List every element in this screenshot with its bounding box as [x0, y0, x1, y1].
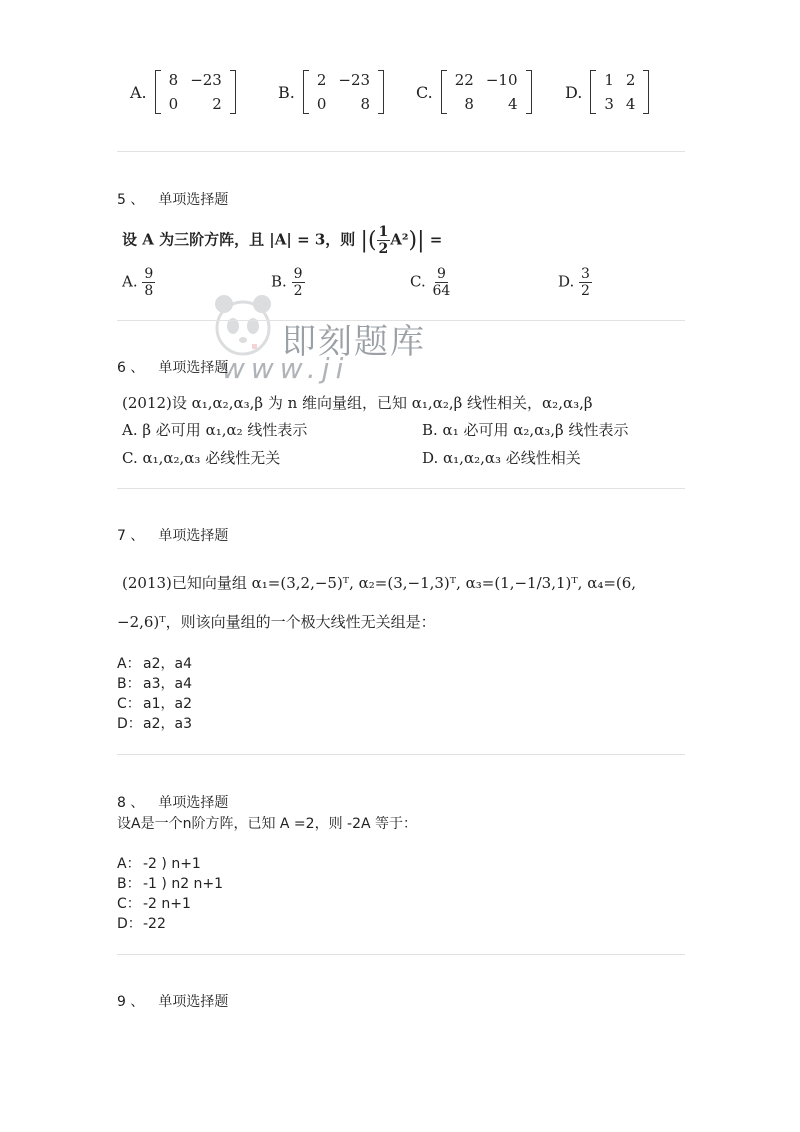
question-number: 5 、 [117, 192, 145, 208]
question-8-stem: 设A是一个n阶方阵，已知 A =2，则 -2A 等于： [117, 816, 418, 832]
divider [117, 320, 685, 321]
question-type: 单项选择题 [158, 795, 229, 811]
question-7-header [117, 525, 228, 545]
question-8-option-a[interactable]: A： -2 ) n+1 [117, 856, 201, 872]
divider [117, 754, 685, 755]
watermark-url: www.ji [222, 352, 350, 385]
q4-option-d: D. 1 2 3 4 [565, 68, 649, 116]
question-9-header [117, 991, 228, 1011]
q4-option-a: A. 8 −23 0 2 [130, 68, 236, 116]
question-5-stem: 设 A 为三阶方阵，且 |A| = 3，则 |( $\frac{1}{2}$ A²)| = [122, 224, 443, 257]
question-8-option-d[interactable]: D：-22 [117, 916, 166, 932]
watermark-brand: 即刻题库 [282, 322, 426, 362]
question-number: 7 、 [117, 528, 145, 544]
q4-option-b: B. 2 −23 0 8 [278, 68, 384, 116]
option-label: D. [565, 82, 583, 102]
option-label: C. [416, 82, 433, 102]
question-type: 单项选择题 [158, 192, 229, 208]
question-7-option-a[interactable]: A： a2，a4 [117, 656, 192, 672]
divider [117, 151, 685, 152]
divider [117, 488, 685, 489]
question-number: 8 、 [117, 795, 145, 811]
question-8-option-b[interactable]: B： -1 ) n2 n+1 [117, 876, 224, 892]
question-5-option-b[interactable]: B. $\frac{9}{2}$ [271, 266, 303, 299]
divider [117, 954, 685, 955]
question-7-stem-line1: (2013)已知向量组 α₁=(3,2,−5)ᵀ, α₂=(3,−1,3)ᵀ, α₃=(1,−1/3,1)ᵀ, α₄=(6, [122, 574, 637, 592]
question-6-header [117, 357, 228, 377]
question-number: 6 、 [117, 360, 145, 376]
question-6-option-b[interactable]: B. α₁ 必可用 α₂,α₃,β 线性表示 [422, 421, 629, 439]
question-5-header [117, 189, 228, 209]
question-8-option-c[interactable]: C： -2 n+1 [117, 896, 191, 912]
question-5-option-a[interactable]: A. $\frac{9}{8}$ [122, 266, 154, 299]
question-7-option-d[interactable]: D：a2，a3 [117, 716, 192, 732]
question-5-option-d[interactable]: D. $\frac{3}{2}$ [558, 266, 590, 299]
question-6-option-c[interactable]: C. α₁,α₂,α₃ 必线性无关 [122, 449, 281, 467]
question-7-stem-line2: −2,6)ᵀ，则该向量组的一个极大线性无关组是： [117, 613, 436, 631]
question-6-stem: (2012)设 α₁,α₂,α₃,β 为 n 维向量组，已知 α₁,α₂,β 线性相关，α₂,α₃,β [122, 394, 593, 412]
question-type: 单项选择题 [158, 360, 229, 376]
question-number: 9 、 [117, 994, 145, 1010]
question-7-option-c[interactable]: C： a1，a2 [117, 696, 192, 712]
question-7-option-b[interactable]: B： a3，a4 [117, 676, 192, 692]
option-label: A. [130, 82, 147, 102]
question-6-option-d[interactable]: D. α₁,α₂,α₃ 必线性相关 [422, 449, 581, 467]
question-type: 单项选择题 [158, 994, 229, 1010]
option-label: B. [278, 82, 295, 102]
question-5-option-c[interactable]: C. $\frac{9}{64}$ [410, 266, 451, 299]
q4-option-c: C. 22 −10 8 4 [416, 68, 532, 116]
question-type: 单项选择题 [158, 528, 229, 544]
question-8-header [117, 792, 228, 812]
question-6-option-a[interactable]: A. β 必可用 α₁,α₂ 线性表示 [122, 421, 308, 439]
